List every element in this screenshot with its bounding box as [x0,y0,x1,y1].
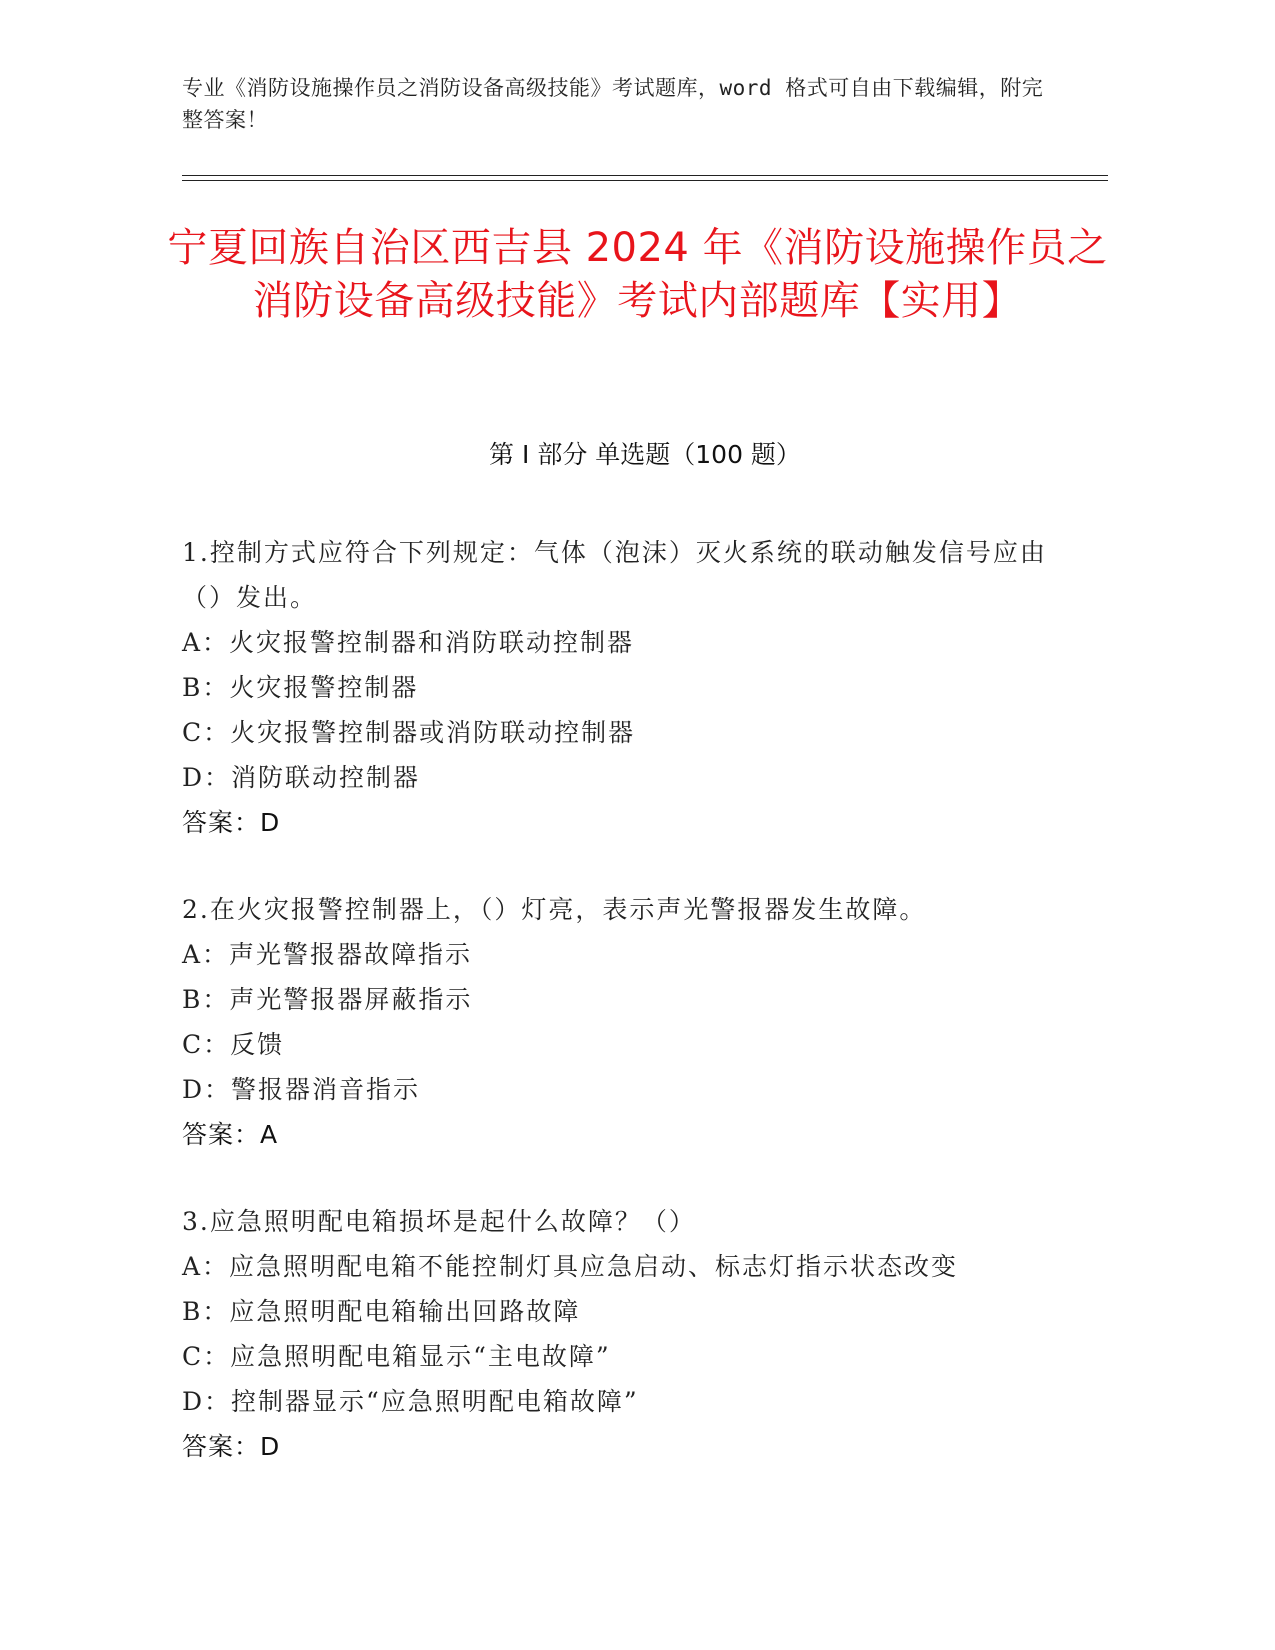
option-b: B：火灾报警控制器 [182,673,419,702]
question-3 [182,1199,1062,1469]
question-1 [182,530,1062,845]
answer-line: 答案：A [182,1120,279,1149]
question-list [182,530,1062,1511]
question-text: 3.应急照明配电箱损坏是起什么故障？（） [182,1207,696,1236]
option-c: C：反馈 [182,1030,285,1059]
option-a: A：火灾报警控制器和消防联动控制器 [182,628,635,657]
option-a: A：声光警报器故障指示 [182,940,473,969]
answer-line: 答案：D [182,808,281,837]
option-d: D：消防联动控制器 [182,763,421,792]
section-heading: 第 I 部分 单选题（100 题） [489,440,801,469]
header-divider-top [182,175,1108,176]
answer-line: 答案：D [182,1432,281,1461]
question-text: 2.在火灾报警控制器上，（）灯亮，表示声光警报器发生故障。 [182,895,927,924]
question-text: 1.控制方式应符合下列规定：气体（泡沫）灭火系统的联动触发信号应由（）发出。 [182,538,1047,612]
question-2 [182,887,1062,1157]
option-b: B：应急照明配电箱输出回路故障 [182,1297,581,1326]
option-c: C：应急照明配电箱显示“主电故障” [182,1342,611,1371]
header-note: 专业《消防设施操作员之消防设备高级技能》考试题库，word 格式可自由下载编辑，附完整答案！ [182,76,1044,132]
option-a: A：应急照明配电箱不能控制灯具应急启动、标志灯指示状态改变 [182,1252,959,1281]
header-divider-bottom [182,180,1108,181]
option-d: D：警报器消音指示 [182,1075,421,1104]
option-d: D：控制器显示“应急照明配电箱故障” [182,1387,639,1416]
option-b: B：声光警报器屏蔽指示 [182,985,473,1014]
option-c: C：火灾报警控制器或消防联动控制器 [182,718,636,747]
document-title: 宁夏回族自治区西吉县 2024 年《消防设施操作员之消防设备高级技能》考试内部题库【实用】 [167,225,1108,324]
